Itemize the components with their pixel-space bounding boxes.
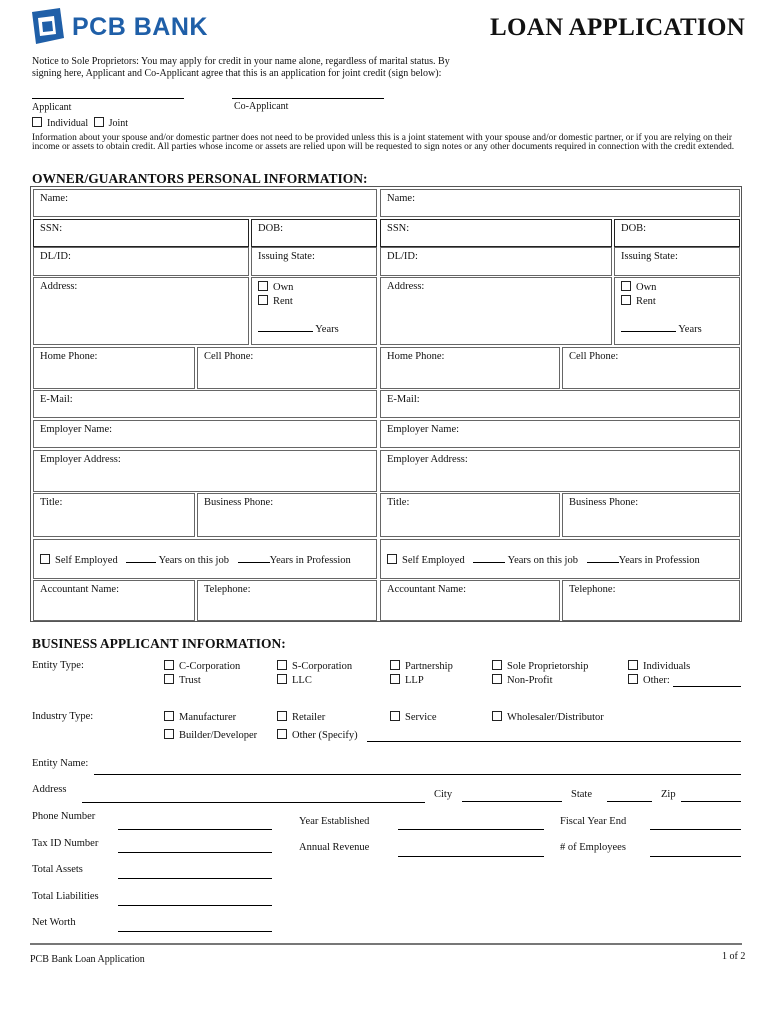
entity-other[interactable]: Other: bbox=[628, 674, 670, 686]
owner2-employment-row: Self Employed Years on this job Years in Profession bbox=[380, 539, 740, 579]
city-label: City bbox=[434, 789, 453, 800]
owner2-address-field[interactable]: Address: bbox=[380, 277, 612, 345]
owner2-self-employed-checkbox[interactable] bbox=[387, 554, 397, 564]
industry-manufacturer[interactable]: Manufacturer bbox=[164, 711, 236, 723]
entity-individuals[interactable]: Individuals bbox=[628, 660, 690, 672]
owner1-years-on-job-input[interactable] bbox=[126, 553, 156, 563]
annual-revenue-label: Annual Revenue bbox=[299, 842, 370, 853]
coapplicant-signature-line[interactable] bbox=[232, 98, 384, 99]
total-liabilities-input[interactable] bbox=[118, 905, 272, 906]
business-section-title: BUSINESS APPLICANT INFORMATION: bbox=[32, 636, 286, 651]
phone-number-label: Phone Number bbox=[32, 811, 96, 822]
owner2-issuing-state-field[interactable]: Issuing State: bbox=[614, 247, 740, 276]
owner1-self-employed-checkbox[interactable] bbox=[40, 554, 50, 564]
industry-other[interactable]: Other (Specify) bbox=[277, 729, 358, 741]
industry-service[interactable]: Service bbox=[390, 711, 437, 723]
owner2-home-phone-field[interactable]: Home Phone: bbox=[380, 347, 560, 389]
entity-sole-proprietorship[interactable]: Sole Proprietorship bbox=[492, 660, 588, 672]
entity-trust[interactable]: Trust bbox=[164, 674, 201, 686]
bank-name: PCB BANK bbox=[72, 12, 208, 41]
owner2-telephone-field[interactable]: Telephone: bbox=[562, 580, 740, 621]
annual-revenue-input[interactable] bbox=[398, 856, 544, 857]
owner2-years-on-job-input[interactable] bbox=[473, 553, 505, 563]
footer-page-number: 1 of 2 bbox=[722, 951, 746, 962]
owner2-name-field[interactable]: Name: bbox=[380, 189, 740, 217]
owner1-residence-status: Own Rent Years bbox=[251, 277, 377, 345]
owner1-name-field[interactable]: Name: bbox=[33, 189, 377, 217]
entity-partnership[interactable]: Partnership bbox=[390, 660, 453, 672]
owner2-business-phone-field[interactable]: Business Phone: bbox=[562, 493, 740, 537]
tax-id-label: Tax ID Number bbox=[32, 838, 99, 849]
phone-number-input[interactable] bbox=[118, 829, 272, 830]
owner2-dob-field[interactable]: DOB: bbox=[614, 219, 740, 247]
owner2-email-field[interactable]: E-Mail: bbox=[380, 390, 740, 418]
entity-c-corp[interactable]: C-Corporation bbox=[164, 660, 240, 672]
owner2-years-input[interactable] bbox=[621, 322, 676, 332]
owner1-address-field[interactable]: Address: bbox=[33, 277, 249, 345]
owner1-own-checkbox[interactable] bbox=[258, 281, 268, 291]
document-title: LOAN APPLICATION bbox=[490, 14, 746, 41]
owner-section-title: OWNER/GUARANTORS PERSONAL INFORMATION: bbox=[32, 171, 368, 186]
entity-name-label: Entity Name: bbox=[32, 758, 89, 769]
industry-retailer[interactable]: Retailer bbox=[277, 711, 325, 723]
joint-label: Joint bbox=[108, 118, 129, 129]
industry-wholesaler[interactable]: Wholesaler/Distributor bbox=[492, 711, 604, 723]
owner2-employer-name-field[interactable]: Employer Name: bbox=[380, 420, 740, 448]
sole-proprietor-notice: Notice to Sole Proprietors: You may apply for credit in your name alone, regardless of marital status. By signing here, Applicant and Co-Applicant agree that this is an application for joint credit (sign below): bbox=[32, 56, 450, 79]
total-liabilities-label: Total Liabilities bbox=[32, 891, 99, 902]
owner1-rent-checkbox[interactable] bbox=[258, 295, 268, 305]
year-established-label: Year Established bbox=[299, 816, 370, 827]
entity-llp[interactable]: LLP bbox=[390, 674, 424, 686]
entity-non-profit[interactable]: Non-Profit bbox=[492, 674, 553, 686]
owner2-ssn-field[interactable]: SSN: bbox=[380, 219, 612, 247]
owner1-years-in-profession-input[interactable] bbox=[238, 553, 270, 563]
applicant-label: Applicant bbox=[32, 102, 72, 113]
entity-type-label: Entity Type: bbox=[32, 660, 84, 671]
fiscal-year-end-input[interactable] bbox=[650, 829, 741, 830]
entity-s-corp[interactable]: S-Corporation bbox=[277, 660, 352, 672]
state-label: State bbox=[571, 789, 592, 800]
net-worth-label: Net Worth bbox=[32, 917, 76, 928]
industry-builder[interactable]: Builder/Developer bbox=[164, 729, 257, 741]
entity-other-input[interactable] bbox=[673, 686, 741, 687]
owner1-title-field[interactable]: Title: bbox=[33, 493, 195, 537]
owner1-email-field[interactable]: E-Mail: bbox=[33, 390, 377, 418]
address-label: Address bbox=[32, 784, 67, 795]
address-input[interactable] bbox=[82, 802, 425, 803]
owner1-years-input[interactable] bbox=[258, 322, 313, 332]
owner1-cell-phone-field[interactable]: Cell Phone: bbox=[197, 347, 377, 389]
owner2-rent-checkbox[interactable] bbox=[621, 295, 631, 305]
owner2-dlid-field[interactable]: DL/ID: bbox=[380, 247, 612, 276]
bank-logo-icon bbox=[30, 8, 66, 46]
fiscal-year-end-label: Fiscal Year End bbox=[560, 816, 627, 827]
owner2-cell-phone-field[interactable]: Cell Phone: bbox=[562, 347, 740, 389]
owner1-home-phone-field[interactable]: Home Phone: bbox=[33, 347, 195, 389]
footer-divider bbox=[30, 943, 742, 945]
owner2-accountant-name-field[interactable]: Accountant Name: bbox=[380, 580, 560, 621]
owner1-dob-field[interactable]: DOB: bbox=[251, 219, 377, 247]
tax-id-input[interactable] bbox=[118, 852, 272, 853]
employees-label: # of Employees bbox=[560, 842, 626, 853]
joint-checkbox[interactable] bbox=[94, 117, 104, 127]
city-input[interactable] bbox=[462, 801, 562, 802]
owner2-title-field[interactable]: Title: bbox=[380, 493, 560, 537]
applicant-signature-line[interactable] bbox=[32, 98, 184, 99]
entity-llc[interactable]: LLC bbox=[277, 674, 312, 686]
owner1-issuing-state-field[interactable]: Issuing State: bbox=[251, 247, 377, 276]
owner1-accountant-name-field[interactable]: Accountant Name: bbox=[33, 580, 195, 621]
owner1-dlid-field[interactable]: DL/ID: bbox=[33, 247, 249, 276]
footer-document-name: PCB Bank Loan Application bbox=[30, 954, 145, 965]
bank-logo bbox=[30, 8, 208, 46]
spouse-information-notice: Information about your spouse and/or domestic partner does not need to be provided unless this is a joint statement with your spouse and/or domestic partner, or if you are relying on their income or assets to obtain credit. All parties whose income or assets are relied upon will be requested to sign notes or any other documents required in connection with the credit extended. bbox=[32, 133, 735, 152]
total-assets-label: Total Assets bbox=[32, 864, 83, 875]
industry-other-input[interactable] bbox=[367, 741, 741, 742]
year-established-input[interactable] bbox=[398, 829, 544, 830]
applicant-type-row bbox=[32, 117, 128, 129]
industry-type-label: Industry Type: bbox=[32, 711, 94, 722]
zip-label: Zip bbox=[661, 789, 676, 800]
owner1-employer-address-field[interactable]: Employer Address: bbox=[33, 450, 377, 492]
net-worth-input[interactable] bbox=[118, 931, 272, 932]
owner1-business-phone-field[interactable]: Business Phone: bbox=[197, 493, 377, 537]
individual-label: Individual bbox=[47, 118, 89, 129]
owner1-employment-row: Self Employed Years on this job Years in Profession bbox=[33, 539, 377, 579]
coapplicant-label: Co-Applicant bbox=[234, 101, 289, 112]
entity-name-input[interactable] bbox=[94, 774, 741, 775]
owner2-employer-address-field[interactable]: Employer Address: bbox=[380, 450, 740, 492]
owner1-employer-name-field[interactable]: Employer Name: bbox=[33, 420, 377, 448]
owner1-telephone-field[interactable]: Telephone: bbox=[197, 580, 377, 621]
state-input[interactable] bbox=[607, 801, 652, 802]
owner2-residence-status: Own Rent Years bbox=[614, 277, 740, 345]
individual-checkbox[interactable] bbox=[32, 117, 42, 127]
owner2-own-checkbox[interactable] bbox=[621, 281, 631, 291]
owner2-years-in-profession-input[interactable] bbox=[587, 553, 619, 563]
zip-input[interactable] bbox=[681, 801, 741, 802]
employees-input[interactable] bbox=[650, 856, 741, 857]
owner1-ssn-field[interactable]: SSN: bbox=[33, 219, 249, 247]
total-assets-input[interactable] bbox=[118, 878, 272, 879]
